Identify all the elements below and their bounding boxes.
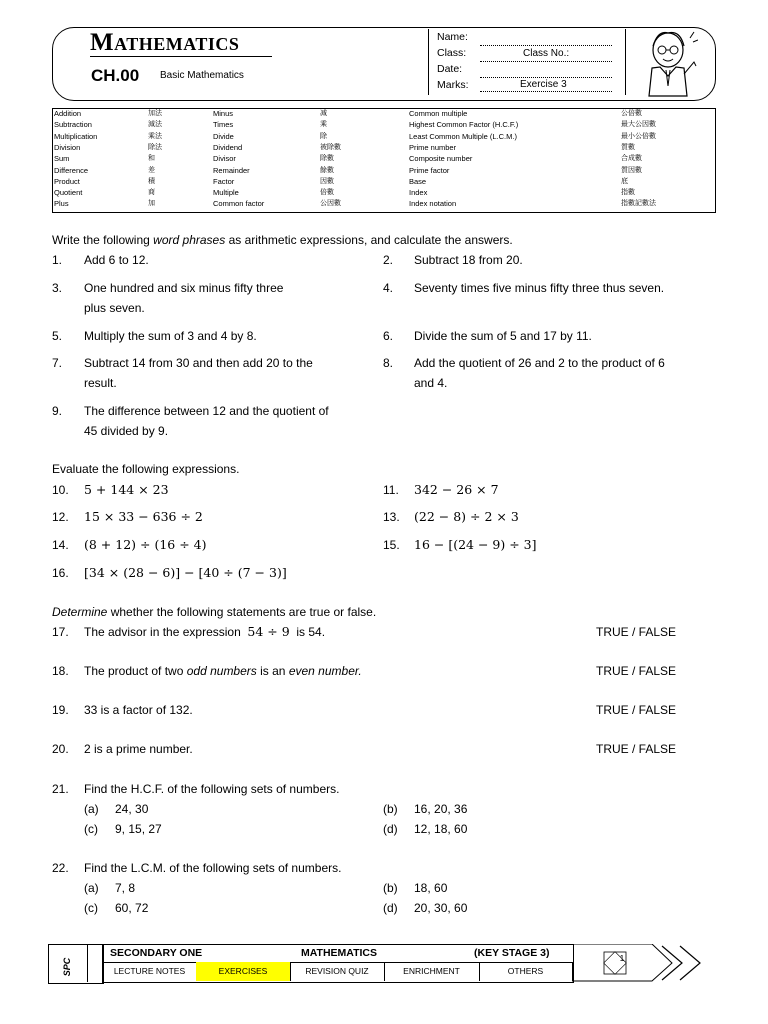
vocab-chinese-term: 質數: [621, 142, 635, 151]
date-field[interactable]: [480, 69, 612, 78]
question-number: 15.: [383, 538, 400, 552]
true-false-choice[interactable]: TRUE / FALSE: [596, 703, 677, 717]
vocab-english-term: Prime factor: [409, 165, 450, 175]
vocab-chinese-term: 底: [621, 176, 628, 185]
sub-question: 20, 30, 60: [414, 901, 468, 915]
vocab-english-term: Highest Common Factor (H.C.F.): [409, 120, 519, 130]
question-10-expression: 5 + 144 × 23: [84, 482, 169, 497]
name-field[interactable]: [480, 37, 612, 46]
sub-question: 24, 30: [115, 802, 149, 816]
sub-question: 60, 72: [115, 901, 149, 915]
school-logo: SPC: [62, 957, 72, 977]
vocab-chinese-term: 商: [148, 188, 155, 197]
question-7-line-2: result.: [84, 376, 117, 390]
vocab-english-term: Product: [54, 176, 80, 186]
true-false-choice[interactable]: TRUE / FALSE: [596, 664, 677, 678]
question-17: [84, 622, 325, 642]
vocab-english-term: Remainder: [213, 165, 250, 175]
sub-question: 9, 15, 27: [115, 822, 162, 836]
vocab-english-term: Index notation: [409, 199, 457, 209]
vocab-english-term: Prime number: [409, 142, 457, 152]
vocab-english-term: Base: [409, 176, 427, 186]
sub-label: (c): [84, 822, 98, 836]
question-2: Subtract 18 from 20.: [414, 253, 523, 267]
vocab-chinese-term: 除: [320, 131, 327, 140]
class-label: Class:: [437, 47, 467, 59]
question-number: 1.: [52, 253, 63, 267]
instruction-emphasis: word phrases: [153, 233, 226, 247]
vocab-chinese-term: 公倍數: [621, 109, 642, 117]
vocab-english-term: Dividend: [213, 142, 243, 152]
question-number: 12.: [52, 510, 69, 524]
question-1: Add 6 to 12.: [84, 253, 149, 267]
question-5: Multiply the sum of 3 and 4 by 8.: [84, 329, 257, 343]
section-1-instructions: [52, 230, 513, 250]
vocab-chinese-term: 指數記數法: [621, 199, 656, 208]
sub-label: (b): [383, 881, 398, 895]
page-title: Mathematics: [90, 29, 240, 56]
question-number: 17.: [52, 625, 69, 639]
footer-arrow-icon: [572, 944, 720, 982]
question-number: 16.: [52, 566, 69, 580]
vocab-chinese-term: 加: [148, 199, 155, 208]
footer-logo-box: [48, 944, 104, 984]
vocab-english-term: Divisor: [213, 154, 236, 164]
true-false-choice[interactable]: TRUE / FALSE: [596, 742, 677, 756]
question-number: 3.: [52, 281, 63, 295]
question-number: 18.: [52, 664, 69, 678]
vocab-english-term: Factor: [213, 176, 235, 186]
chapter-name: Basic Mathematics: [160, 70, 244, 81]
question-text: is an: [260, 664, 286, 678]
question-4: Seventy times five minus fifty three thus seven.: [414, 281, 665, 295]
vocab-english-term: Quotient: [54, 188, 83, 198]
question-number: 22.: [52, 861, 69, 875]
question-emphasis: even number.: [288, 664, 362, 678]
vocab-english-term: Multiple: [213, 188, 239, 198]
question-3-line-2: plus seven.: [84, 301, 145, 315]
marks-label: Marks:: [437, 79, 469, 91]
vocab-english-term: Addition: [54, 109, 82, 118]
vocab-english-term: Subtraction: [54, 120, 92, 130]
question-number: 19.: [52, 703, 69, 717]
question-number: 6.: [383, 329, 394, 343]
question-number: 2.: [383, 253, 394, 267]
footer-divider: [87, 944, 88, 982]
vocab-chinese-term: 除數: [320, 154, 334, 163]
question-number: 8.: [383, 356, 394, 370]
class-no-label: Class No.:: [523, 48, 570, 59]
question-text: The advisor in the expression: [84, 625, 241, 639]
sub-question: 18, 60: [414, 881, 448, 895]
question-number: 10.: [52, 483, 69, 497]
sub-label: (d): [383, 901, 398, 915]
vocab-chinese-term: 因數: [320, 176, 334, 185]
vocab-chinese-term: 餘數: [320, 165, 334, 174]
question-number: 4.: [383, 281, 394, 295]
vocab-english-term: Composite number: [409, 154, 473, 164]
vocab-english-term: Common factor: [213, 199, 265, 209]
vocab-chinese-term: 積: [148, 176, 155, 185]
teacher-mascot-icon: [638, 28, 698, 98]
question-3-line-1: One hundred and six minus fifty three: [84, 281, 284, 295]
vocab-english-term: Sum: [54, 154, 70, 164]
vocab-english-term: Index: [409, 188, 428, 198]
question-21: Find the H.C.F. of the following sets of numbers.: [84, 782, 340, 796]
section-2-instructions: Evaluate the following expressions.: [52, 462, 240, 476]
sub-label: (b): [383, 802, 398, 816]
question-text: The product of two: [84, 664, 184, 678]
vocab-english-term: Minus: [213, 109, 234, 118]
question-7-line-1: Subtract 14 from 30 and then add 20 to the: [84, 356, 313, 370]
footer-tab-others[interactable]: OTHERS: [479, 962, 573, 981]
vocab-chinese-term: 差: [148, 165, 155, 174]
footer-subject: MATHEMATICS: [301, 947, 378, 959]
footer-tab-revision-quiz[interactable]: REVISION QUIZ: [290, 962, 385, 981]
question-8-line-1: Add the quotient of 26 and 2 to the product of 6: [414, 356, 665, 370]
sub-question: 7, 8: [115, 881, 136, 895]
question-20: 2 is a prime number.: [84, 742, 193, 756]
instruction-text: whether the following statements are true or false.: [110, 605, 377, 619]
question-22: Find the L.C.M. of the following sets of numbers.: [84, 861, 342, 875]
sub-question: 12, 18, 60: [414, 822, 468, 836]
vocab-english-term: Divide: [213, 131, 234, 141]
question-number: 7.: [52, 356, 63, 370]
vocab-chinese-term: 質因數: [621, 165, 642, 174]
question-number: 11.: [383, 483, 399, 497]
question-text: is 54.: [296, 625, 326, 639]
instruction-text: as arithmetic expressions, and calculate the answers.: [228, 233, 513, 247]
title-underline: [90, 56, 272, 57]
footer-level: SECONDARY ONE: [110, 947, 203, 959]
vocab-chinese-term: 被除數: [320, 142, 341, 151]
vocab-chinese-term: 合成數: [621, 154, 642, 163]
question-number: 14.: [52, 538, 69, 552]
vocab-chinese-term: 公因數: [320, 199, 341, 208]
sub-label: (a): [84, 881, 99, 895]
vocab-chinese-term: 倍數: [320, 188, 334, 197]
vocab-english-term: Difference: [54, 165, 89, 175]
vocab-chinese-term: 乘法: [148, 131, 162, 140]
vocab-chinese-term: 除法: [148, 142, 162, 151]
exercise-label: Exercise 3: [520, 79, 567, 90]
instruction-text: Write the following: [52, 233, 150, 247]
instruction-emphasis: Determine: [52, 605, 108, 619]
question-15-expression: 16 − [(24 − 9) ÷ 3]: [414, 537, 537, 552]
question-emphasis: odd numbers: [186, 664, 257, 678]
question-18: [84, 661, 362, 681]
chapter-code: CH.00: [91, 66, 140, 85]
vocab-english-term: Division: [54, 142, 81, 152]
question-number: 20.: [52, 742, 69, 756]
question-number: 5.: [52, 329, 63, 343]
footer-stage: (KEY STAGE 3): [474, 947, 550, 959]
date-label: Date:: [437, 63, 463, 75]
vocab-chinese-term: 和: [148, 154, 155, 163]
question-14-expression: (8 + 12) ÷ (16 ÷ 4): [84, 537, 207, 552]
sub-label: (d): [383, 822, 398, 836]
question-17-expression: 54 ÷ 9: [247, 624, 290, 639]
vocab-chinese-term: 減法: [148, 120, 162, 129]
footer-tab-enrichment[interactable]: ENRICHMENT: [384, 962, 480, 981]
vocab-chinese-term: 加法: [148, 109, 162, 117]
vocab-english-term: Common multiple: [409, 109, 468, 118]
vocab-chinese-term: 减: [320, 109, 327, 117]
vocab-english-term: Least Common Multiple (L.C.M.): [409, 131, 517, 141]
sub-question: 16, 20, 36: [414, 802, 468, 816]
vocab-english-term: Multiplication: [54, 131, 98, 141]
question-number: 13.: [383, 510, 400, 524]
page-number: 1: [619, 954, 625, 963]
question-number: 21.: [52, 782, 69, 796]
question-6: Divide the sum of 5 and 17 by 11.: [414, 329, 592, 343]
vocab-chinese-term: 最大公因數: [621, 120, 656, 129]
question-9-line-2: 45 divided by 9.: [84, 424, 169, 438]
name-label: Name:: [437, 31, 468, 43]
question-12-expression: 15 × 33 − 636 ÷ 2: [84, 509, 203, 524]
true-false-choice[interactable]: TRUE / FALSE: [596, 625, 677, 639]
question-11-expression: 342 − 26 × 7: [414, 482, 499, 497]
vocab-english-term: Plus: [54, 199, 69, 209]
sub-label: (a): [84, 802, 99, 816]
vocab-chinese-term: 乘: [320, 120, 327, 129]
section-3-instructions: [52, 602, 376, 622]
sub-label: (c): [84, 901, 98, 915]
question-9-line-1: The difference between 12 and the quotient of: [84, 404, 329, 418]
question-13-expression: (22 − 8) ÷ 2 × 3: [414, 509, 519, 524]
vocab-chinese-term: 最小公倍數: [621, 131, 656, 140]
question-19: 33 is a factor of 132.: [84, 703, 193, 717]
question-16-expression: [34 × (28 − 6)] − [40 ÷ (7 − 3)]: [84, 565, 287, 580]
footer-tab-exercises[interactable]: EXERCISES: [196, 962, 291, 981]
footer-tab-lecture-notes[interactable]: LECTURE NOTES: [103, 962, 197, 981]
vocab-chinese-term: 指數: [621, 188, 635, 197]
vocab-english-term: Times: [213, 120, 234, 130]
question-8-line-2: and 4.: [414, 376, 448, 390]
question-number: 9.: [52, 404, 63, 418]
